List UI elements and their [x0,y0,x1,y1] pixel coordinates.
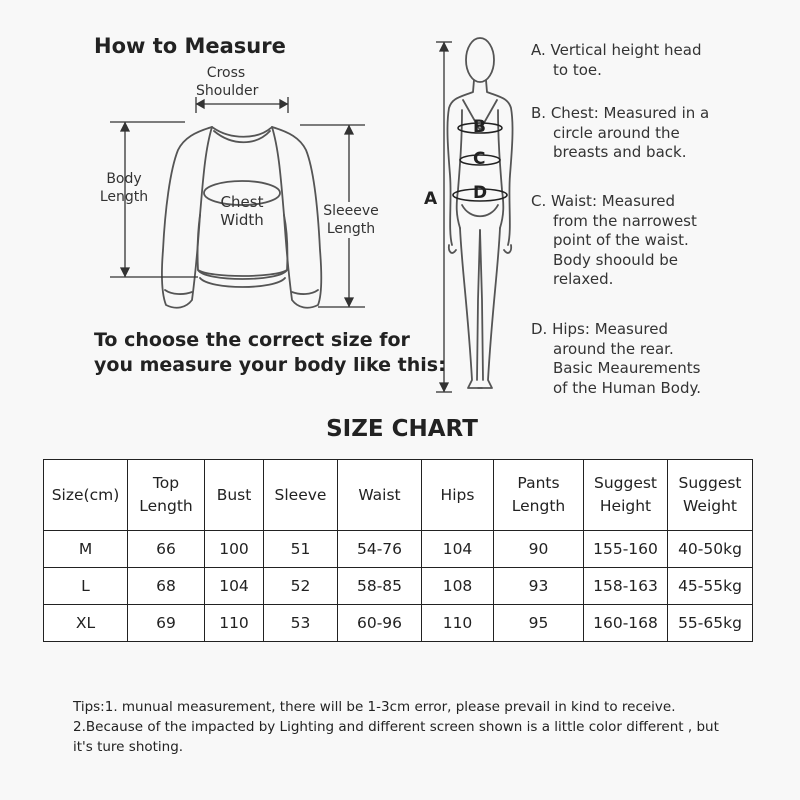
cross-shoulder-label: Cross Shoulder [196,65,259,99]
table-cell: 69 [128,605,205,642]
table-cell: 93 [494,568,584,605]
choose-size-instruction: To choose the correct size for you measure your body like this: [94,329,446,376]
body-length-label: Body Length [99,171,149,205]
table-row [44,531,753,568]
table-cell: M [44,531,128,568]
table-cell: XL [44,605,128,642]
table-cell: 40-50kg [668,531,753,568]
table-cell: 100 [205,531,264,568]
table-cell: 158-163 [584,568,668,605]
table-cell: 110 [205,605,264,642]
table-cell: 104 [205,568,264,605]
note-a: A. Vertical height head to toe. [531,41,702,79]
header-hips: Hips [422,460,494,531]
chest-width-label: Chest Width [220,193,264,229]
table-cell: 58-85 [338,568,422,605]
header-pants-length: Pants Length [494,460,584,531]
note-b: B. Chest: Measured in a circle around the breasts and back. [531,104,710,161]
header-size: Size(cm) [44,460,128,531]
table-cell: 104 [422,531,494,568]
letter-c: C [473,149,486,169]
header-suggest-weight: Suggest Weight [668,460,753,531]
table-cell: 160-168 [584,605,668,642]
header-suggest-height: Suggest Height [584,460,668,531]
table-cell: 55-65kg [668,605,753,642]
letter-b: B [473,117,486,137]
table-cell: 108 [422,568,494,605]
table-cell: 155-160 [584,531,668,568]
header-bust: Bust [205,460,264,531]
how-to-measure-title: How to Measure [94,34,286,58]
header-row [44,460,753,531]
table-cell: 110 [422,605,494,642]
table-cell: 51 [264,531,338,568]
tips-text: Tips:1. munual measurement, there will be 1-3cm error, please prevail in kind to receive. 2.Because of the impacted by Lighting and different screen shown is a little color different , but it's ture shoting. [73,699,719,755]
table-cell: 53 [264,605,338,642]
size-chart-table [43,459,753,642]
note-c: C. Waist: Measured from the narrowest point of the waist. Body shoould be relaxed. [531,192,697,288]
human-figure [447,38,512,388]
sleeve-length-label: Sleeeve Length [323,203,379,237]
header-top-length: Top Length [128,460,205,531]
header-sleeve: Sleeve [264,460,338,531]
table-row [44,605,753,642]
table-cell: 54-76 [338,531,422,568]
table-cell: 52 [264,568,338,605]
table-cell: L [44,568,128,605]
table-cell: 90 [494,531,584,568]
table-cell: 45-55kg [668,568,753,605]
header-waist: Waist [338,460,422,531]
letter-d: D [473,183,488,203]
table-cell: 95 [494,605,584,642]
table-cell: 66 [128,531,205,568]
size-chart-title: SIZE CHART [326,416,478,442]
letter-a: A [424,189,438,209]
note-d: D. Hips: Measured around the rear. Basic Meaurements of the Human Body. [531,320,701,397]
table-cell: 60-96 [338,605,422,642]
table-cell: 68 [128,568,205,605]
table-row [44,568,753,605]
